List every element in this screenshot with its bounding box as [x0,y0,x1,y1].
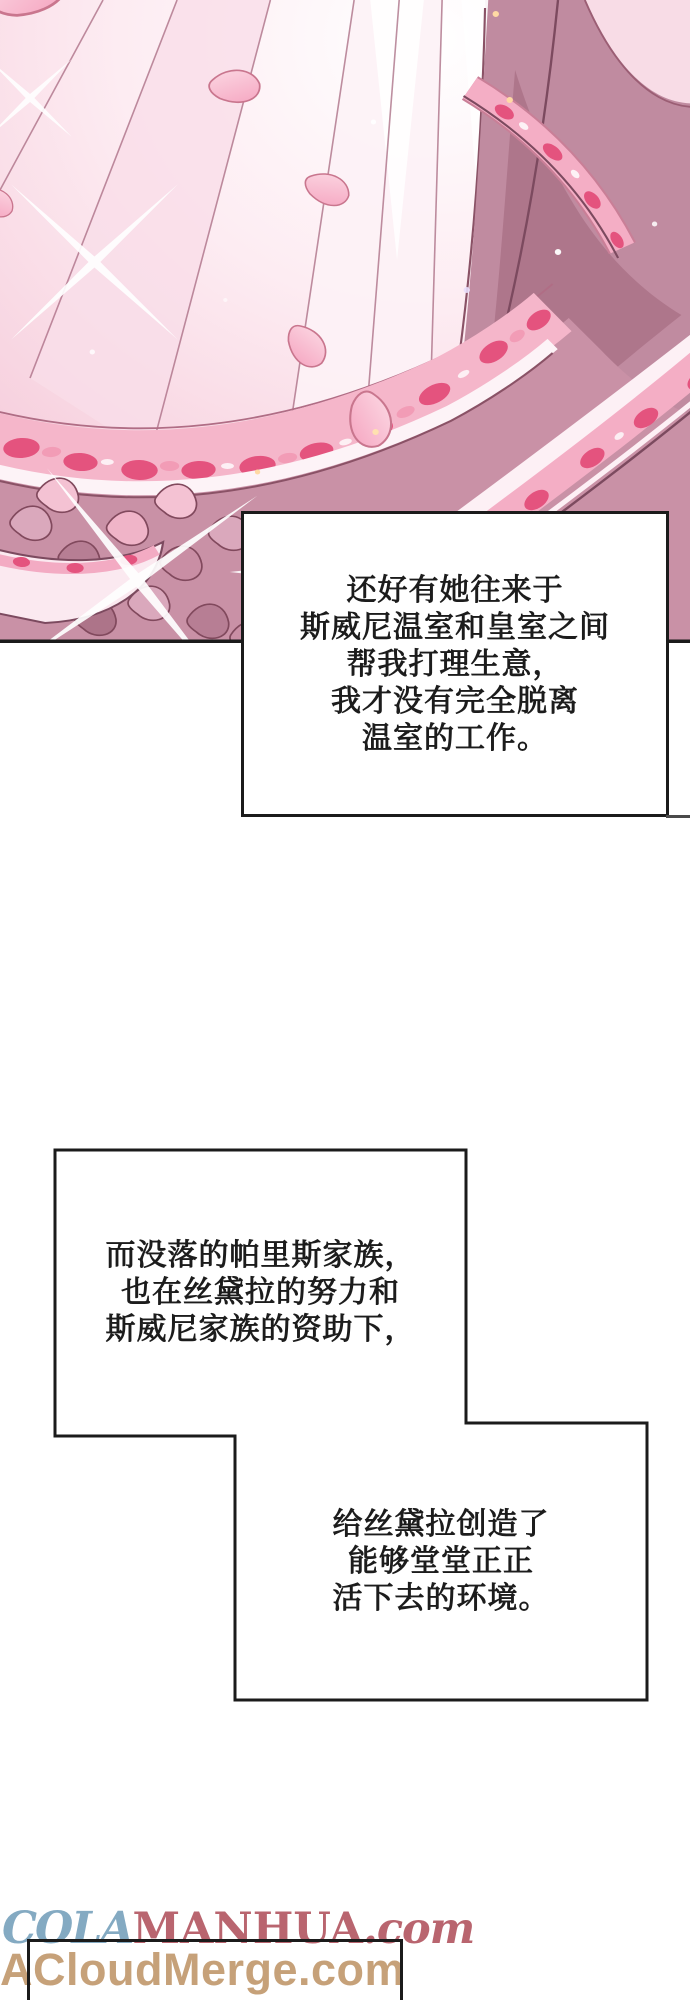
narration-box-2 [55,1150,466,1435]
watermark-site1-name: MANHUA [132,1904,363,1954]
narration-line: 能够堂堂正正 [348,1545,534,1578]
narration-line: 斯威尼家族的资助下， [105,1313,416,1346]
narration-line: 帮我打理生意， [346,647,564,681]
narration-line: 斯威尼温室和皇室之间 [300,610,610,644]
watermark-site1-suffix: .com [362,1904,475,1954]
panel-border-extension [666,815,690,818]
narration-box-1 [241,511,669,817]
watermark-site2: ACloudMerge.com [0,1944,406,1995]
narration-line: 给丝黛拉创造了 [332,1508,550,1541]
narration-text-1 [300,572,610,757]
narration-line: 我才没有完全脱离 [331,684,579,718]
narration-line: 也在丝黛拉的努力和 [121,1276,400,1309]
narration-line: 活下去的环境。 [332,1582,550,1615]
narration-line: 还好有她往来于 [346,573,564,607]
narration-line: 温室的工作。 [362,721,548,755]
watermark-site1-prefix: COLA [2,1903,133,1954]
narration-box-3 [235,1423,647,1700]
next-panel-partial [27,1939,403,2000]
narration-line: 而没落的帕里斯家族， [105,1239,416,1272]
